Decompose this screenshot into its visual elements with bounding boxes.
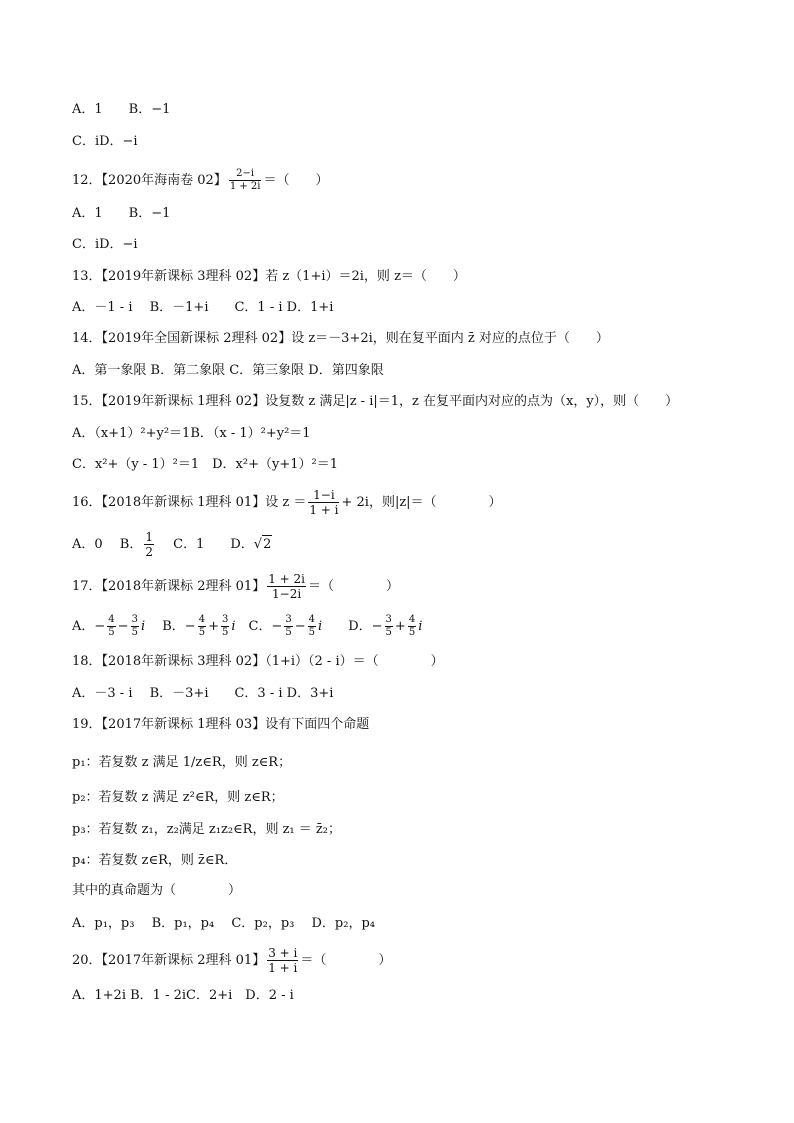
- question-14: 14．【2019年全国新课标 2理科 02】设 z＝－3+2i，则在复平面内 z̄ 对应的点位于（ ）: [72, 331, 609, 346]
- q18-options: A．－3 - i B．－3+i C．3 - i D．3+i: [72, 686, 334, 701]
- q20-fraction: [267, 946, 298, 975]
- options-line-c: C．iD．−i: [72, 134, 138, 149]
- q12-numerator: 2−i: [229, 168, 262, 181]
- question-12: [72, 168, 329, 193]
- q12-options-c: C．iD．−i: [72, 237, 138, 252]
- q16-numerator: 1−i: [308, 488, 339, 503]
- q16-options: [72, 530, 272, 559]
- q16-options-b: C．1 D．: [156, 537, 254, 552]
- options-line-a: A．1 B．−1: [72, 102, 171, 117]
- q19-question: 其中的真命题为（ ）: [72, 883, 242, 898]
- q20-denominator: 1 + i: [268, 961, 298, 975]
- q20-head: 20．【2017年新课标 2理科 01】: [72, 953, 266, 968]
- proposition-p1: p₁：若复数 z 满足 1/z∈R，则 z∈R；: [72, 755, 292, 770]
- question-19: 19．【2017年新课标 1理科 03】设有下面四个命题: [72, 717, 370, 732]
- q16-denominator: 1 + i: [309, 503, 339, 517]
- q13-options: A．－1 - i B．－1+i C．1 - i D．1+i: [72, 300, 334, 315]
- question-16: [72, 488, 502, 517]
- proposition-p3: p₃：若复数 z₁，z₂满足 z₁z₂∈R，则 z₁ ＝ z̄₂；: [72, 822, 341, 837]
- proposition-p2: p₂：若复数 z 满足 z²∈R，则 z∈R；: [72, 790, 284, 805]
- question-15: 15．【2019年新课标 1理科 02】设复数 z 满足|z - i|＝1，z 在复平面内对应的点为（x，y），则（ ）: [72, 394, 679, 409]
- q12-fraction: [229, 168, 262, 193]
- q16-root: 2: [263, 537, 272, 552]
- question-13: 13．【2019年新课标 3理科 02】若 z（1+i）＝2i，则 z＝（ ）: [72, 269, 466, 284]
- q20-tail: ＝（ ）: [300, 953, 392, 968]
- q12-denominator: 1 + 2i: [229, 181, 261, 192]
- q16-half-fraction: [144, 530, 154, 559]
- q16-tail: + 2i，则|z|＝（ ）: [341, 495, 502, 510]
- q20-options: A．1+2i B．1 - 2iC．2+i D．2 - i: [72, 988, 294, 1003]
- q12-head: 12．【2020年海南卷 02】: [72, 173, 227, 188]
- q12-options-a: A．1 B．−1: [72, 206, 171, 221]
- q15-options-a: A．（x+1）²+y²＝1B．（x - 1）²+y²＝1: [72, 426, 311, 441]
- q14-options: A．第一象限 B．第二象限 C．第三象限 D．第四象限: [72, 363, 384, 378]
- q16-fraction: [308, 488, 339, 517]
- question-18: 18．【2018年新课标 3理科 02】（1+i）（2 - i）＝（ ）: [72, 654, 444, 669]
- q17-tail: ＝（ ）: [308, 579, 400, 594]
- q17-fraction: [267, 572, 306, 601]
- q17-denominator: 1−2i: [272, 587, 302, 601]
- q16-half-numerator: 1: [145, 530, 153, 544]
- q17-numerator: 1 + 2i: [268, 572, 306, 586]
- proposition-p4: p₄：若复数 z∈R，则 z̄∈R．: [72, 853, 238, 868]
- sqrt-symbol: √2: [253, 537, 272, 552]
- q19-options: A．p₁，p₃ B．p₁，p₄ C．p₂，p₃ D．p₂，p₄: [72, 916, 375, 931]
- q16-half-denominator: 2: [145, 545, 153, 559]
- q16-head: 16．【2018年新课标 1理科 01】设 z ＝: [72, 495, 307, 510]
- question-17: [72, 572, 399, 601]
- q20-numerator: 3 + i: [268, 946, 298, 960]
- q12-tail: ＝（ ）: [263, 173, 329, 188]
- question-20: [72, 946, 391, 975]
- q17-head: 17．【2018年新课标 2理科 01】: [72, 579, 266, 594]
- q17-options: A．− $\frac{4}{5}$ − $\frac{3}{5}$ i B．− $\frac{4}{5}$ + $\frac{3}{5}$ i C．− $\frac{3}{5}$ − $\frac{4}{5}$ i D．− $\frac{3}{5}$ + $\frac{4}{5}$ i: [72, 614, 423, 638]
- q15-options-c: C．x²+（y - 1）²＝1 D．x²+（y+1）²＝1: [72, 457, 338, 472]
- q16-options-a: A．0 B．: [72, 537, 143, 552]
